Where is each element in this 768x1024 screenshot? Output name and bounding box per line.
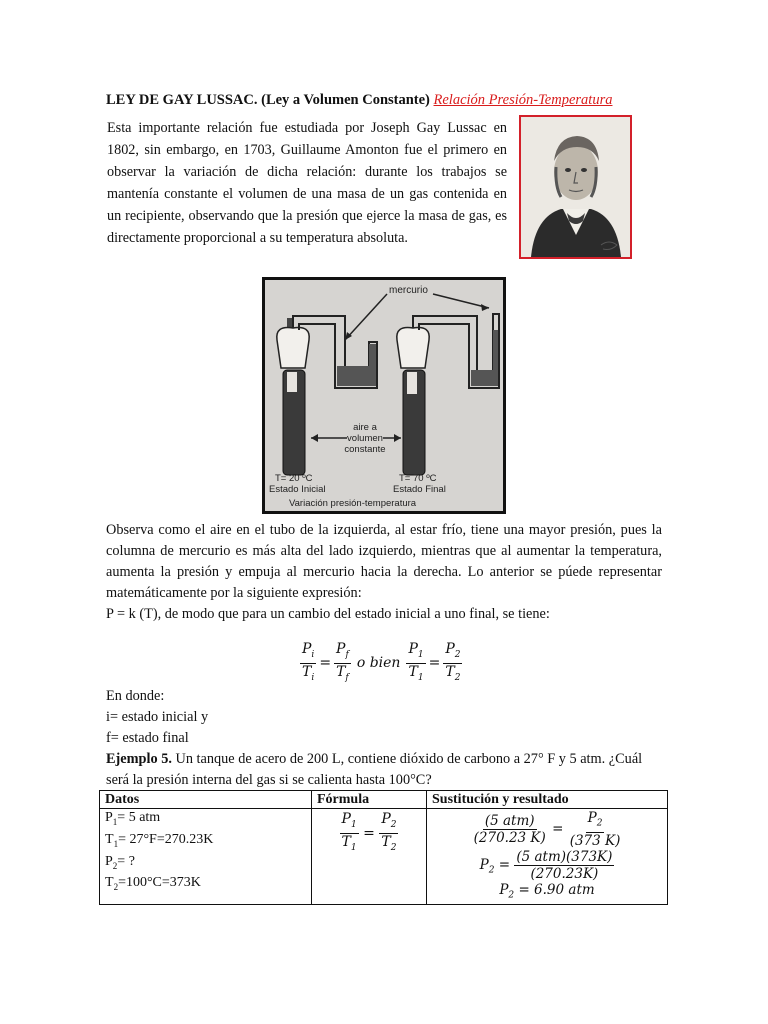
o-bien-text: o bien <box>356 655 401 671</box>
label-left-temp: T= 20 ºC <box>275 473 313 484</box>
explanation-body: Observa como el aire en el tubo de la izquierda, al estar frío, tiene una mayor presión, pues la columna de mercurio es más alta del lado izquierdo, mientras que al aumentar la temperatura, aumenta la presión y empuja al mercurio hacia la derecha. Lo anterior se púede representar matemáticamente por la siguiente expresión: <box>106 522 662 601</box>
label-left-state: Estado Inicial <box>269 484 326 495</box>
table-frac-p2-t2: $\frac{P_2}{T_2}$ <box>381 811 397 853</box>
definitions-block <box>106 686 208 749</box>
equals-1: = <box>319 655 332 671</box>
dato-t1: $T_1= 27^\circ F=270.23K$ <box>105 831 214 849</box>
substitution-result: $P_2 = 6.90$ atm <box>499 881 595 901</box>
header-datos: Datos <box>100 791 312 809</box>
intro-paragraph: Esta importante relación fue estudiada por Joseph Gay Lussac en 1802, sin embargo, en 1703, Guillaume Amonton fue el primero en observar la variación de dicha relación: durante los trabajos se mantenía constante el volumen de una masa de un gas contenida en un recipiente, observando que la presión que ejerce la masa de gas, es directamente proporcional a su temperatura absoluta. <box>107 120 507 246</box>
label-mercurio: mercurio <box>389 285 428 296</box>
label-air-2: volumen <box>347 433 383 444</box>
table-header-row <box>100 791 668 809</box>
label-air-1: aire a <box>353 422 377 433</box>
portrait-image <box>519 115 632 259</box>
explanation-last-line: P = k (T), de modo que para un cambio del estado inicial a uno final, se tiene: <box>106 606 550 622</box>
example-5 <box>106 749 662 791</box>
header-sustitucion: Sustitución y resultado <box>427 791 668 809</box>
title-main: LEY DE GAY LUSSAC. (Ley a Volumen Constante) <box>106 92 430 108</box>
portrait-illustration <box>521 117 630 257</box>
tubes-illustration <box>265 280 503 511</box>
dato-p1: $P_1= 5$ atm <box>105 810 161 827</box>
document-title <box>106 92 612 109</box>
label-air-3: constante <box>344 444 386 455</box>
table-equals: = <box>363 825 375 842</box>
solution-table <box>99 790 668 905</box>
frac-p1-t1: $\frac{P_1}{T_1}$ <box>408 640 424 683</box>
definition-i: i= estado inicial y <box>106 709 209 725</box>
label-right-temp: T= 70 ºC <box>399 473 437 484</box>
explanation-paragraph <box>106 520 662 625</box>
frac-pi-ti: $\frac{P_i}{T_i}$ <box>302 640 315 683</box>
figure-caption: Variación presión-temperatura <box>289 498 417 509</box>
title-link[interactable]: Relación Presión-Temperatura <box>433 92 613 108</box>
table-frac-p1-t1: $\frac{P_1}{T_1}$ <box>341 811 357 853</box>
substitution-cell <box>427 809 668 905</box>
definitions-heading: En donde: <box>106 688 165 704</box>
gay-lussac-diagram <box>262 277 506 514</box>
equals-2: = <box>428 655 441 671</box>
definition-f: f= estado final <box>106 730 189 746</box>
frac-p2-t2: $\frac{P_2}{T_2}$ <box>445 640 461 683</box>
datos-cell <box>100 809 312 905</box>
substitution-line-2: $P_2$ = $\frac{\text{(5 atm)(373K)}}{(270.23K)}$ <box>479 848 613 882</box>
dato-t2: $T_2=100^\circ C=373K$ <box>105 875 201 893</box>
dato-p2: $P_2=$ ? <box>105 853 135 871</box>
table-row <box>100 809 668 905</box>
example-label: Ejemplo 5. <box>106 751 172 767</box>
label-right-state: Estado Final <box>393 484 446 495</box>
gay-lussac-formula <box>300 638 470 688</box>
frac-pf-tf: $\frac{P_f}{T_f}$ <box>336 640 349 683</box>
header-formula: Fórmula <box>312 791 427 809</box>
example-text: Un tanque de acero de 200 L, contiene dióxido de carbono a 27° F y 5 atm. ¿Cuál será la presión interna del gas si se calienta hasta 100°C? <box>106 751 643 788</box>
substitution-line-1: $\frac{\text{(5 atm)}}{(270.23 K)}$ = $\frac{P_2}{(373 K)}$ <box>473 810 621 849</box>
formula-cell <box>312 809 427 905</box>
